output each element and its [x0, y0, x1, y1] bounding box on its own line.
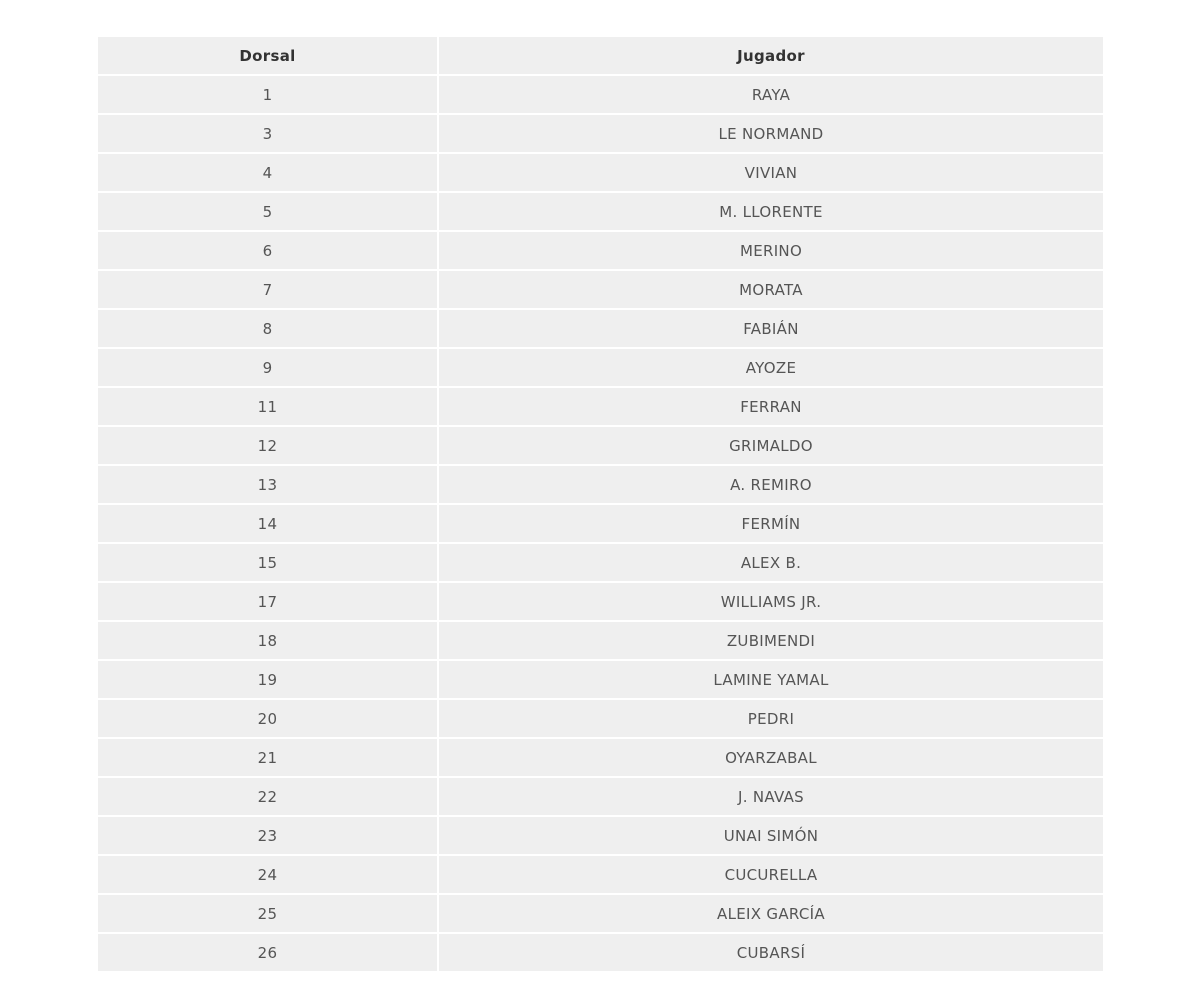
table-row — [98, 543, 1103, 582]
table-body — [98, 75, 1103, 971]
table-row — [98, 426, 1103, 465]
table-row — [98, 465, 1103, 504]
table-row — [98, 231, 1103, 270]
player-cell: ALEX B. — [438, 543, 1103, 582]
table-row — [98, 75, 1103, 114]
dorsal-cell: 1 — [98, 75, 438, 114]
dorsal-cell: 12 — [98, 426, 438, 465]
column-header-jugador: Jugador — [438, 37, 1103, 75]
table-row — [98, 192, 1103, 231]
dorsal-cell: 20 — [98, 699, 438, 738]
table-row — [98, 153, 1103, 192]
table-row — [98, 270, 1103, 309]
player-cell: RAYA — [438, 75, 1103, 114]
column-header-dorsal: Dorsal — [98, 37, 438, 75]
table-row — [98, 933, 1103, 971]
dorsal-cell: 22 — [98, 777, 438, 816]
table-row — [98, 582, 1103, 621]
table-row — [98, 348, 1103, 387]
player-cell: FERRAN — [438, 387, 1103, 426]
table-row — [98, 816, 1103, 855]
dorsal-cell: 3 — [98, 114, 438, 153]
player-cell: FABIÁN — [438, 309, 1103, 348]
player-cell: M. LLORENTE — [438, 192, 1103, 231]
player-cell: LAMINE YAMAL — [438, 660, 1103, 699]
table-row — [98, 504, 1103, 543]
player-cell: UNAI SIMÓN — [438, 816, 1103, 855]
player-cell: WILLIAMS JR. — [438, 582, 1103, 621]
player-cell: ALEIX GARCÍA — [438, 894, 1103, 933]
table-row — [98, 114, 1103, 153]
dorsal-cell: 18 — [98, 621, 438, 660]
player-cell: PEDRI — [438, 699, 1103, 738]
dorsal-cell: 15 — [98, 543, 438, 582]
dorsal-cell: 11 — [98, 387, 438, 426]
dorsal-cell: 25 — [98, 894, 438, 933]
player-cell: A. REMIRO — [438, 465, 1103, 504]
player-cell: CUCURELLA — [438, 855, 1103, 894]
dorsal-cell: 14 — [98, 504, 438, 543]
table-row — [98, 894, 1103, 933]
player-cell: J. NAVAS — [438, 777, 1103, 816]
player-cell: CUBARSÍ — [438, 933, 1103, 971]
player-cell: GRIMALDO — [438, 426, 1103, 465]
table-row — [98, 855, 1103, 894]
player-cell: MERINO — [438, 231, 1103, 270]
dorsal-cell: 5 — [98, 192, 438, 231]
dorsal-cell: 24 — [98, 855, 438, 894]
dorsal-cell: 6 — [98, 231, 438, 270]
player-cell: VIVIAN — [438, 153, 1103, 192]
table-row — [98, 387, 1103, 426]
table-row — [98, 309, 1103, 348]
table-row — [98, 660, 1103, 699]
dorsal-cell: 9 — [98, 348, 438, 387]
dorsal-cell: 13 — [98, 465, 438, 504]
dorsal-cell: 17 — [98, 582, 438, 621]
dorsal-cell: 19 — [98, 660, 438, 699]
dorsal-cell: 8 — [98, 309, 438, 348]
player-cell: ZUBIMENDI — [438, 621, 1103, 660]
dorsal-cell: 21 — [98, 738, 438, 777]
player-cell: MORATA — [438, 270, 1103, 309]
table-header-row — [98, 37, 1103, 75]
table-row — [98, 621, 1103, 660]
roster-table — [98, 37, 1103, 971]
dorsal-cell: 23 — [98, 816, 438, 855]
player-cell: LE NORMAND — [438, 114, 1103, 153]
table-row — [98, 777, 1103, 816]
table-row — [98, 699, 1103, 738]
player-cell: FERMÍN — [438, 504, 1103, 543]
player-cell: AYOZE — [438, 348, 1103, 387]
dorsal-cell: 7 — [98, 270, 438, 309]
dorsal-cell: 26 — [98, 933, 438, 971]
dorsal-cell: 4 — [98, 153, 438, 192]
table-row — [98, 738, 1103, 777]
player-cell: OYARZABAL — [438, 738, 1103, 777]
